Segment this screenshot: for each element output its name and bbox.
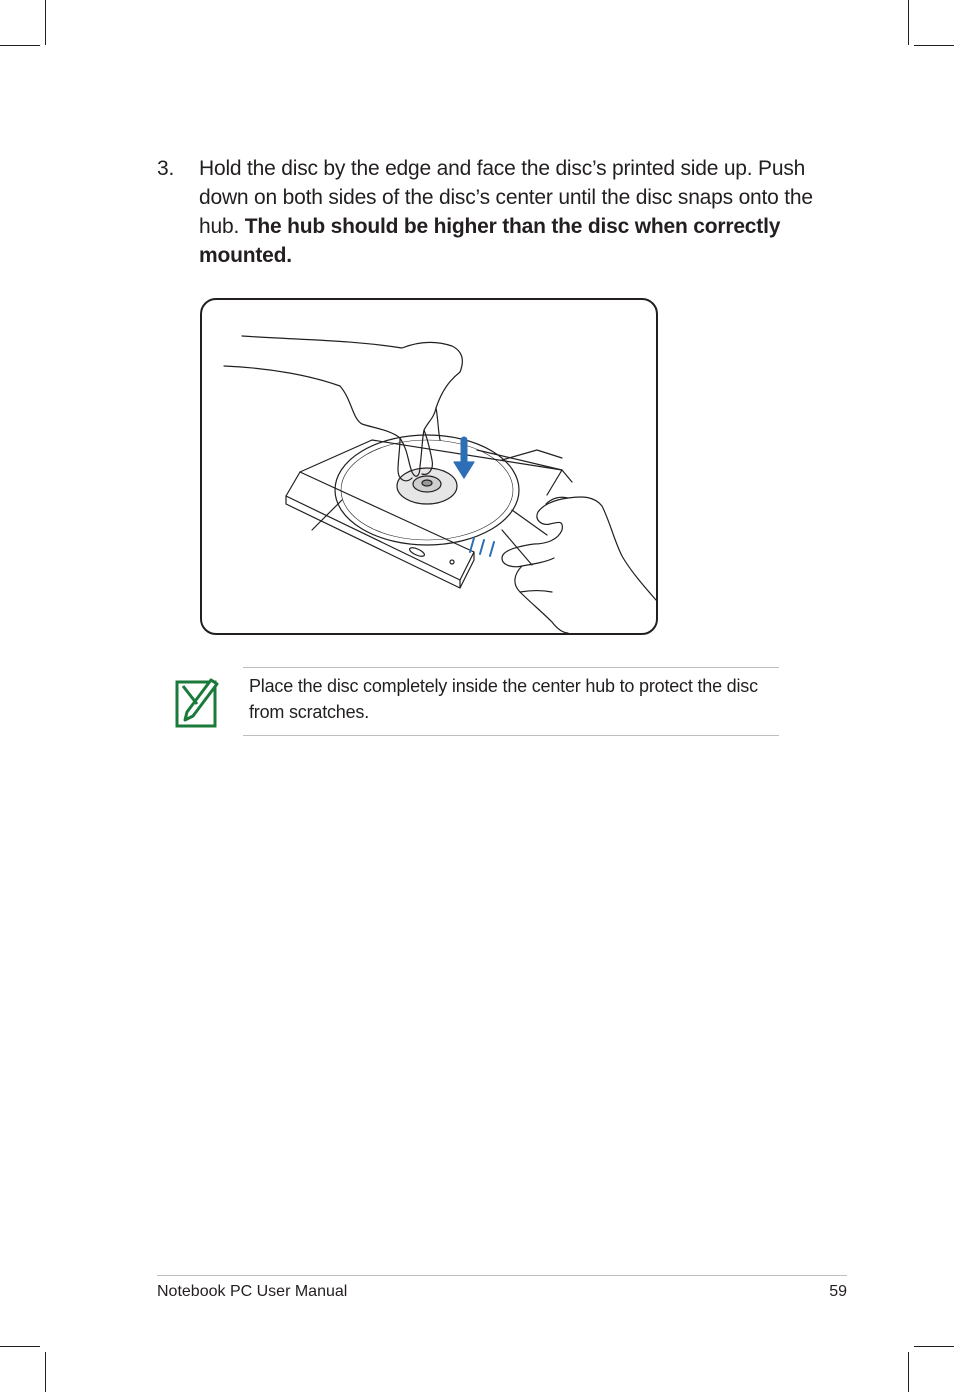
crop-mark-top-left-v: [45, 0, 46, 45]
crop-mark-top-left-h: [0, 45, 40, 46]
note-top-rule: [243, 667, 779, 668]
page-number: 59: [829, 1283, 847, 1300]
hand-mounting-disc-icon: [202, 300, 656, 633]
crop-mark-bottom-left-v: [45, 1352, 46, 1392]
crop-mark-bottom-left-h: [0, 1346, 40, 1347]
step-number: 3.: [157, 157, 175, 180]
crop-mark-top-right-v: [908, 0, 909, 45]
disc-mounting-illustration: [200, 298, 658, 635]
note-bottom-rule: [243, 735, 779, 736]
step-text-bold: The hub should be higher than the disc when correctly mounted.: [199, 215, 781, 267]
crop-mark-bottom-right-h: [914, 1346, 954, 1347]
crop-mark-top-right-h: [914, 45, 954, 46]
footer-rule: [157, 1275, 847, 1276]
footer-title: Notebook PC User Manual: [157, 1283, 348, 1300]
crop-mark-bottom-right-v: [908, 1352, 909, 1392]
note-pencil-icon: [175, 674, 219, 728]
step-text: [199, 154, 819, 270]
step-text-regular: Hold the disc by the edge and face the disc’s printed side up. Push down on both sides of the disc’s center until the disc snaps onto the hub.: [199, 157, 813, 238]
note-text: Place the disc completely inside the center hub to protect the disc from scratches.: [249, 676, 758, 722]
